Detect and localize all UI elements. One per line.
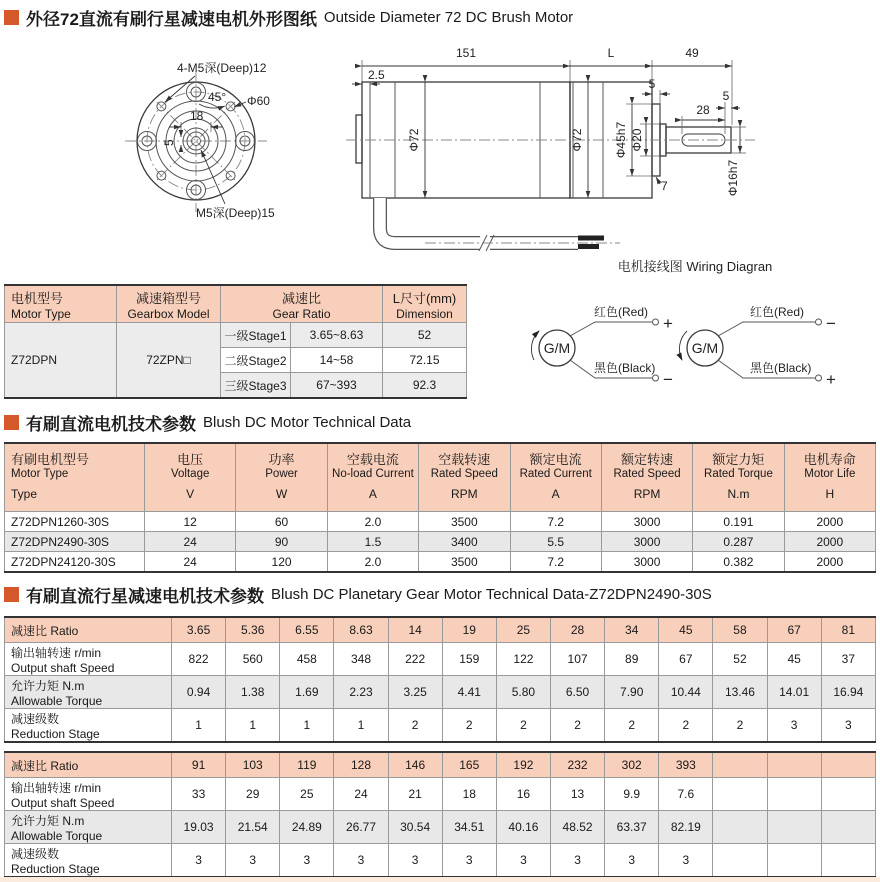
table-cell: 3: [442, 844, 496, 878]
table-cell: 458: [280, 643, 334, 676]
header-zh: 额定转速: [621, 452, 674, 467]
section1-title-zh: 外径72直流有刷行星减速电机外形图纸: [26, 10, 317, 29]
table-cell: 1: [226, 709, 280, 743]
table-cell: 2.23: [334, 676, 388, 709]
table-cell: 28: [550, 617, 604, 643]
l-cell: 52: [383, 323, 467, 348]
table-cell: 1: [280, 709, 334, 743]
header-zh: 额定力矩: [712, 452, 765, 467]
table-cell: 165: [442, 752, 496, 778]
table-cell: [767, 811, 821, 844]
header-rated-current: [510, 443, 601, 512]
table-cell: 16: [496, 778, 550, 811]
left-black-label: 黑色(Black): [594, 361, 656, 375]
table-cell: 7.90: [605, 676, 659, 709]
front-label-m5-deep15: M5深(Deep)15: [196, 206, 275, 220]
table-row: [5, 512, 876, 532]
header-zh: 额定电流: [529, 452, 582, 467]
header-zh: 电机寿命: [803, 452, 856, 467]
l-cell: 72.15: [383, 348, 467, 373]
table-cell: 120: [236, 552, 327, 573]
table-cell: 3: [226, 844, 280, 878]
table-cell: 14.01: [767, 676, 821, 709]
table-cell: 122: [496, 643, 550, 676]
front-dia60-label: Φ60: [247, 94, 270, 108]
side-dia72-motor-label: Φ72: [407, 128, 421, 152]
table-cell: 232: [550, 752, 604, 778]
table-cell: 560: [226, 643, 280, 676]
section-title-outline-drawing: [4, 5, 573, 30]
table-cell: 3: [767, 709, 821, 743]
header-en: Gear Ratio: [272, 306, 331, 321]
orange-square-icon: [4, 415, 19, 430]
table-cell: 2: [442, 709, 496, 743]
table-cell: 18: [442, 778, 496, 811]
table-cell: 0.382: [693, 552, 784, 573]
speed-row: [5, 778, 876, 811]
table-cell: 2000: [784, 552, 875, 573]
table-cell: 3: [659, 844, 713, 878]
row-label-ratio: [5, 752, 172, 778]
row-label-stage: [5, 844, 172, 878]
table-cell: 90: [236, 532, 327, 552]
stage-cell: 二级Stage2: [221, 348, 291, 373]
table-cell: 3.25: [388, 676, 442, 709]
header-unit: H: [825, 487, 835, 501]
torque-row: [5, 811, 876, 844]
header-zh: 有刷电机型号: [11, 452, 90, 467]
table-cell: 5.80: [496, 676, 550, 709]
table-cell: 6.50: [550, 676, 604, 709]
row-label-line1: 允许力矩 N.m: [11, 813, 85, 828]
table-cell: 24: [145, 532, 236, 552]
ratio-row: [5, 617, 876, 643]
table-cell: 81: [821, 617, 875, 643]
table-cell: 24: [334, 778, 388, 811]
table-cell: [713, 844, 767, 878]
table-cell: 63.37: [605, 811, 659, 844]
header-zh: 电压: [177, 452, 204, 467]
header-motor-type: [5, 443, 145, 512]
table-cell: 8.63: [334, 617, 388, 643]
table-cell: 89: [605, 643, 659, 676]
table-cell: 2: [496, 709, 550, 743]
table-cell: 67: [767, 617, 821, 643]
table-cell: 19: [442, 617, 496, 643]
header-rated-torque: [693, 443, 784, 512]
orange-square-icon: [4, 587, 19, 602]
header-en: Rated Speed: [430, 468, 498, 480]
table-cell: 348: [334, 643, 388, 676]
header-rated-speed: [601, 443, 692, 512]
table-cell: 14: [388, 617, 442, 643]
table-header-row: [5, 285, 467, 323]
table-cell: 3000: [601, 552, 692, 573]
table-cell: 2.0: [327, 512, 418, 532]
header-gear-ratio: [221, 285, 383, 323]
row-label-line1: 减速级数: [11, 846, 60, 861]
header-no-load-speed: [419, 443, 510, 512]
row-label-line1: 允许力矩 N.m: [11, 678, 85, 693]
gearbox-model-cell: 72ZPN□: [117, 323, 221, 399]
side-dia16h7-label: Φ16h7: [726, 159, 740, 197]
header-en: Motor Type: [11, 306, 71, 321]
row-label-stage: [5, 709, 172, 743]
header-zh: 减速比: [281, 290, 321, 306]
motor-technical-data-table: [4, 442, 876, 573]
table-cell: 159: [442, 643, 496, 676]
table-cell: 6.55: [280, 617, 334, 643]
table-cell: 822: [172, 643, 226, 676]
header-en: Voltage: [171, 468, 210, 480]
left-black-sign: −: [663, 370, 673, 389]
row-label-ratio: [5, 617, 172, 643]
header-voltage: [145, 443, 236, 512]
row-label-line1: 输出轴转速 r/min: [11, 780, 102, 795]
side-dim28-label: 28: [696, 103, 710, 117]
table-cell: 30.54: [388, 811, 442, 844]
table-cell: 45: [659, 617, 713, 643]
table-cell: [713, 752, 767, 778]
table-cell: 2: [659, 709, 713, 743]
table-cell: 48.52: [550, 811, 604, 844]
table-cell: 0.287: [693, 532, 784, 552]
row-label-line2: Allowable Torque: [11, 693, 103, 708]
ratio-row: [5, 752, 876, 778]
table-cell: 3: [550, 844, 604, 878]
header-no-load-current: [327, 443, 418, 512]
header-unit: A: [368, 487, 377, 501]
table-cell: 3: [496, 844, 550, 878]
table-cell: 3.65: [172, 617, 226, 643]
orange-square-icon: [4, 10, 19, 25]
front-angle-45: 45°: [208, 90, 227, 104]
header-zh: 功率: [268, 452, 295, 467]
row-label-line1: 减速级数: [11, 711, 60, 726]
header-en: Power: [265, 468, 298, 480]
front-label-m5-deep12: 4-M5深(Deep)12: [177, 61, 267, 75]
table-cell: 7.2: [510, 552, 601, 573]
row-label-line1: 减速比 Ratio: [11, 623, 79, 638]
table-cell: 302: [605, 752, 659, 778]
table-cell: 2: [388, 709, 442, 743]
section3-title-en: Blush DC Planetary Gear Motor Technical Data-Z72DPN2490-30S: [271, 586, 712, 603]
table-cell: Z72DPN2490-30S: [5, 532, 145, 552]
header-en: Gearbox Model: [127, 306, 210, 321]
wiring-diagram: [490, 254, 880, 399]
table-cell: 3: [388, 844, 442, 878]
table-cell: 2.0: [327, 552, 418, 573]
header-zh: 减速箱型号: [135, 290, 201, 306]
row-label-line2: Allowable Torque: [11, 828, 103, 843]
table-cell: 0.191: [693, 512, 784, 532]
header-en: Rated Speed: [613, 468, 681, 480]
table-cell: 25: [496, 617, 550, 643]
header-zh: L尺寸(mm): [392, 290, 457, 306]
header-unit: N.m: [727, 487, 750, 501]
row-label-torque: [5, 676, 172, 709]
table-cell: Z72DPN1260-30S: [5, 512, 145, 532]
wiring-right-motor: [679, 305, 836, 389]
section2-title-en: Blush DC Motor Technical Data: [203, 414, 412, 431]
table-cell: 33: [172, 778, 226, 811]
header-motor-life: [784, 443, 875, 512]
header-unit: V: [186, 487, 195, 501]
table-cell: 2: [550, 709, 604, 743]
left-red-label: 红色(Red): [594, 305, 649, 319]
table-cell: 3: [280, 844, 334, 878]
table-cell: 2: [713, 709, 767, 743]
l-cell: 92.3: [383, 373, 467, 399]
torque-row: [5, 676, 876, 709]
gm-label: G/M: [691, 340, 719, 356]
section2-title-zh: 有刷直流电机技术参数: [26, 415, 196, 434]
table-cell: 3000: [601, 512, 692, 532]
side-view-drawing: [330, 38, 765, 276]
stage-row: [5, 709, 876, 743]
table-cell: 393: [659, 752, 713, 778]
table-cell: 21: [388, 778, 442, 811]
row-label-line2: Output shaft Speed: [11, 795, 115, 810]
header-en: Rated Current: [519, 468, 592, 480]
right-red-sign: −: [826, 314, 836, 333]
header-unit: A: [551, 487, 560, 501]
table-cell: [821, 778, 875, 811]
header-gearbox-model: [117, 285, 221, 323]
left-red-sign: +: [663, 314, 673, 333]
side-dim7-label: 7: [661, 179, 668, 193]
side-dia45h7-label: Φ45h7: [614, 121, 628, 159]
wiring-title: 电机接线图 Wiring Diagran: [617, 259, 773, 274]
table-cell: 3500: [419, 552, 510, 573]
table-cell: 107: [550, 643, 604, 676]
gear-motor-data-table-block1: [4, 616, 876, 743]
table-cell: 58: [713, 617, 767, 643]
table-cell: [767, 752, 821, 778]
table-row: [5, 552, 876, 573]
table-cell: 19.03: [172, 811, 226, 844]
wiring-left-motor: [531, 305, 673, 389]
table-cell: [821, 752, 875, 778]
table-cell: 119: [280, 752, 334, 778]
table-cell: 146: [388, 752, 442, 778]
header-zh: 空载电流: [346, 452, 399, 467]
side-dim5-shaft-label: 5: [722, 89, 730, 103]
row-label-speed: [5, 643, 172, 676]
table-cell: 37: [821, 643, 875, 676]
table-cell: 128: [334, 752, 388, 778]
right-black-sign: +: [826, 370, 836, 389]
table-cell: 45: [767, 643, 821, 676]
table-cell: 1.38: [226, 676, 280, 709]
section-title-motor-data: [4, 410, 411, 435]
table-cell: Z72DPN24120-30S: [5, 552, 145, 573]
table-cell: [713, 811, 767, 844]
table-cell: 1: [172, 709, 226, 743]
table-cell: [821, 811, 875, 844]
header-en: Dimension: [396, 306, 453, 321]
header-unit: Type: [11, 487, 38, 501]
table-cell: 2000: [784, 512, 875, 532]
table-cell: 3500: [419, 512, 510, 532]
table-cell: 2000: [784, 532, 875, 552]
table-cell: 21.54: [226, 811, 280, 844]
row-label-torque: [5, 811, 172, 844]
motor-cable: [380, 198, 620, 252]
table-cell: 13: [550, 778, 604, 811]
table-header-row: [5, 443, 876, 512]
table-cell: 3: [172, 844, 226, 878]
table-cell: [713, 778, 767, 811]
table-cell: 192: [496, 752, 550, 778]
table-cell: 3: [334, 844, 388, 878]
table-cell: 7.2: [510, 512, 601, 532]
header-zh: 空载转速: [438, 452, 491, 467]
side-dim49-label: 49: [685, 46, 699, 60]
table-cell: 29: [226, 778, 280, 811]
header-zh: 电机型号: [11, 290, 64, 306]
table-cell: 25: [280, 778, 334, 811]
table-cell: 82.19: [659, 811, 713, 844]
stage-row: [5, 844, 876, 878]
front-dim18-label: 18: [190, 109, 204, 123]
header-l-dimension: [383, 285, 467, 323]
table-cell: 24.89: [280, 811, 334, 844]
table-cell: 3: [821, 709, 875, 743]
section1-title-en: Outside Diameter 72 DC Brush Motor: [323, 9, 574, 26]
table-cell: 3: [605, 844, 659, 878]
stage-cell: 三级Stage3: [221, 373, 291, 399]
header-en: Motor Type: [11, 468, 69, 480]
table-cell: 0.94: [172, 676, 226, 709]
table-cell: 91: [172, 752, 226, 778]
front-dim5-label: 5: [162, 139, 176, 146]
header-power: [236, 443, 327, 512]
table-cell: 13.46: [713, 676, 767, 709]
right-red-label: 红色(Red): [750, 305, 805, 319]
table-cell: 3400: [419, 532, 510, 552]
header-en: Motor Life: [804, 468, 856, 480]
front-view-drawing: [95, 38, 365, 250]
table-cell: 103: [226, 752, 280, 778]
table-cell: 12: [145, 512, 236, 532]
table-cell: [821, 844, 875, 878]
table-cell: 40.16: [496, 811, 550, 844]
row-label-line1: 减速比 Ratio: [11, 758, 79, 773]
stage-cell: 一级Stage1: [221, 323, 291, 348]
side-dia20-label: Φ20: [630, 128, 644, 152]
table-cell: 34: [605, 617, 659, 643]
table-cell: 10.44: [659, 676, 713, 709]
table-cell: 34.51: [442, 811, 496, 844]
section-title-gear-motor-data: [4, 582, 712, 607]
table-cell: 2: [605, 709, 659, 743]
right-black-label: 黑色(Black): [750, 361, 812, 375]
table-cell: 7.6: [659, 778, 713, 811]
gm-label: G/M: [543, 340, 571, 356]
table-cell: 1: [334, 709, 388, 743]
side-dia72-gear-label: Φ72: [570, 128, 584, 152]
page-bottom-strip: [0, 877, 880, 882]
table-row: [5, 323, 467, 348]
header-unit: RPM: [633, 487, 661, 501]
ratio-cell: 67~393: [291, 373, 383, 399]
table-cell: 9.9: [605, 778, 659, 811]
table-cell: 60: [236, 512, 327, 532]
side-dim2_5-label: 2.5: [368, 68, 385, 82]
motor-type-cell: Z72DPN: [5, 323, 117, 399]
table-cell: 24: [145, 552, 236, 573]
table-cell: 1.5: [327, 532, 418, 552]
table-cell: 26.77: [334, 811, 388, 844]
table-cell: 5.5: [510, 532, 601, 552]
table-cell: 67: [659, 643, 713, 676]
table-cell: 5.36: [226, 617, 280, 643]
table-cell: 16.94: [821, 676, 875, 709]
row-label-line2: Reduction Stage: [11, 861, 100, 876]
row-label-line2: Output shaft Speed: [11, 660, 115, 675]
table-cell: 52: [713, 643, 767, 676]
section3-title-zh: 有刷直流行星减速电机技术参数: [26, 587, 264, 606]
header-unit: W: [275, 487, 288, 501]
ratio-cell: 3.65~8.63: [291, 323, 383, 348]
table-cell: 1.69: [280, 676, 334, 709]
table-cell: [767, 778, 821, 811]
header-en: No-load Current: [332, 468, 414, 480]
side-dim5-flange-label: 5: [648, 77, 656, 91]
side-dimL-label: L: [607, 46, 615, 60]
row-label-line1: 输出轴转速 r/min: [11, 645, 102, 660]
row-label-speed: [5, 778, 172, 811]
speed-row: [5, 643, 876, 676]
table-cell: 222: [388, 643, 442, 676]
header-motor-type: [5, 285, 117, 323]
table-row: [5, 532, 876, 552]
motor-gearbox-table: [4, 284, 467, 399]
side-dim151-label: 151: [455, 46, 477, 60]
ratio-cell: 14~58: [291, 348, 383, 373]
header-en: Rated Torque: [704, 468, 773, 480]
header-unit: RPM: [450, 487, 478, 501]
row-label-line2: Reduction Stage: [11, 726, 100, 741]
table-cell: 4.41: [442, 676, 496, 709]
table-cell: 3000: [601, 532, 692, 552]
table-cell: [767, 844, 821, 878]
gear-motor-data-table-block2: [4, 751, 876, 878]
